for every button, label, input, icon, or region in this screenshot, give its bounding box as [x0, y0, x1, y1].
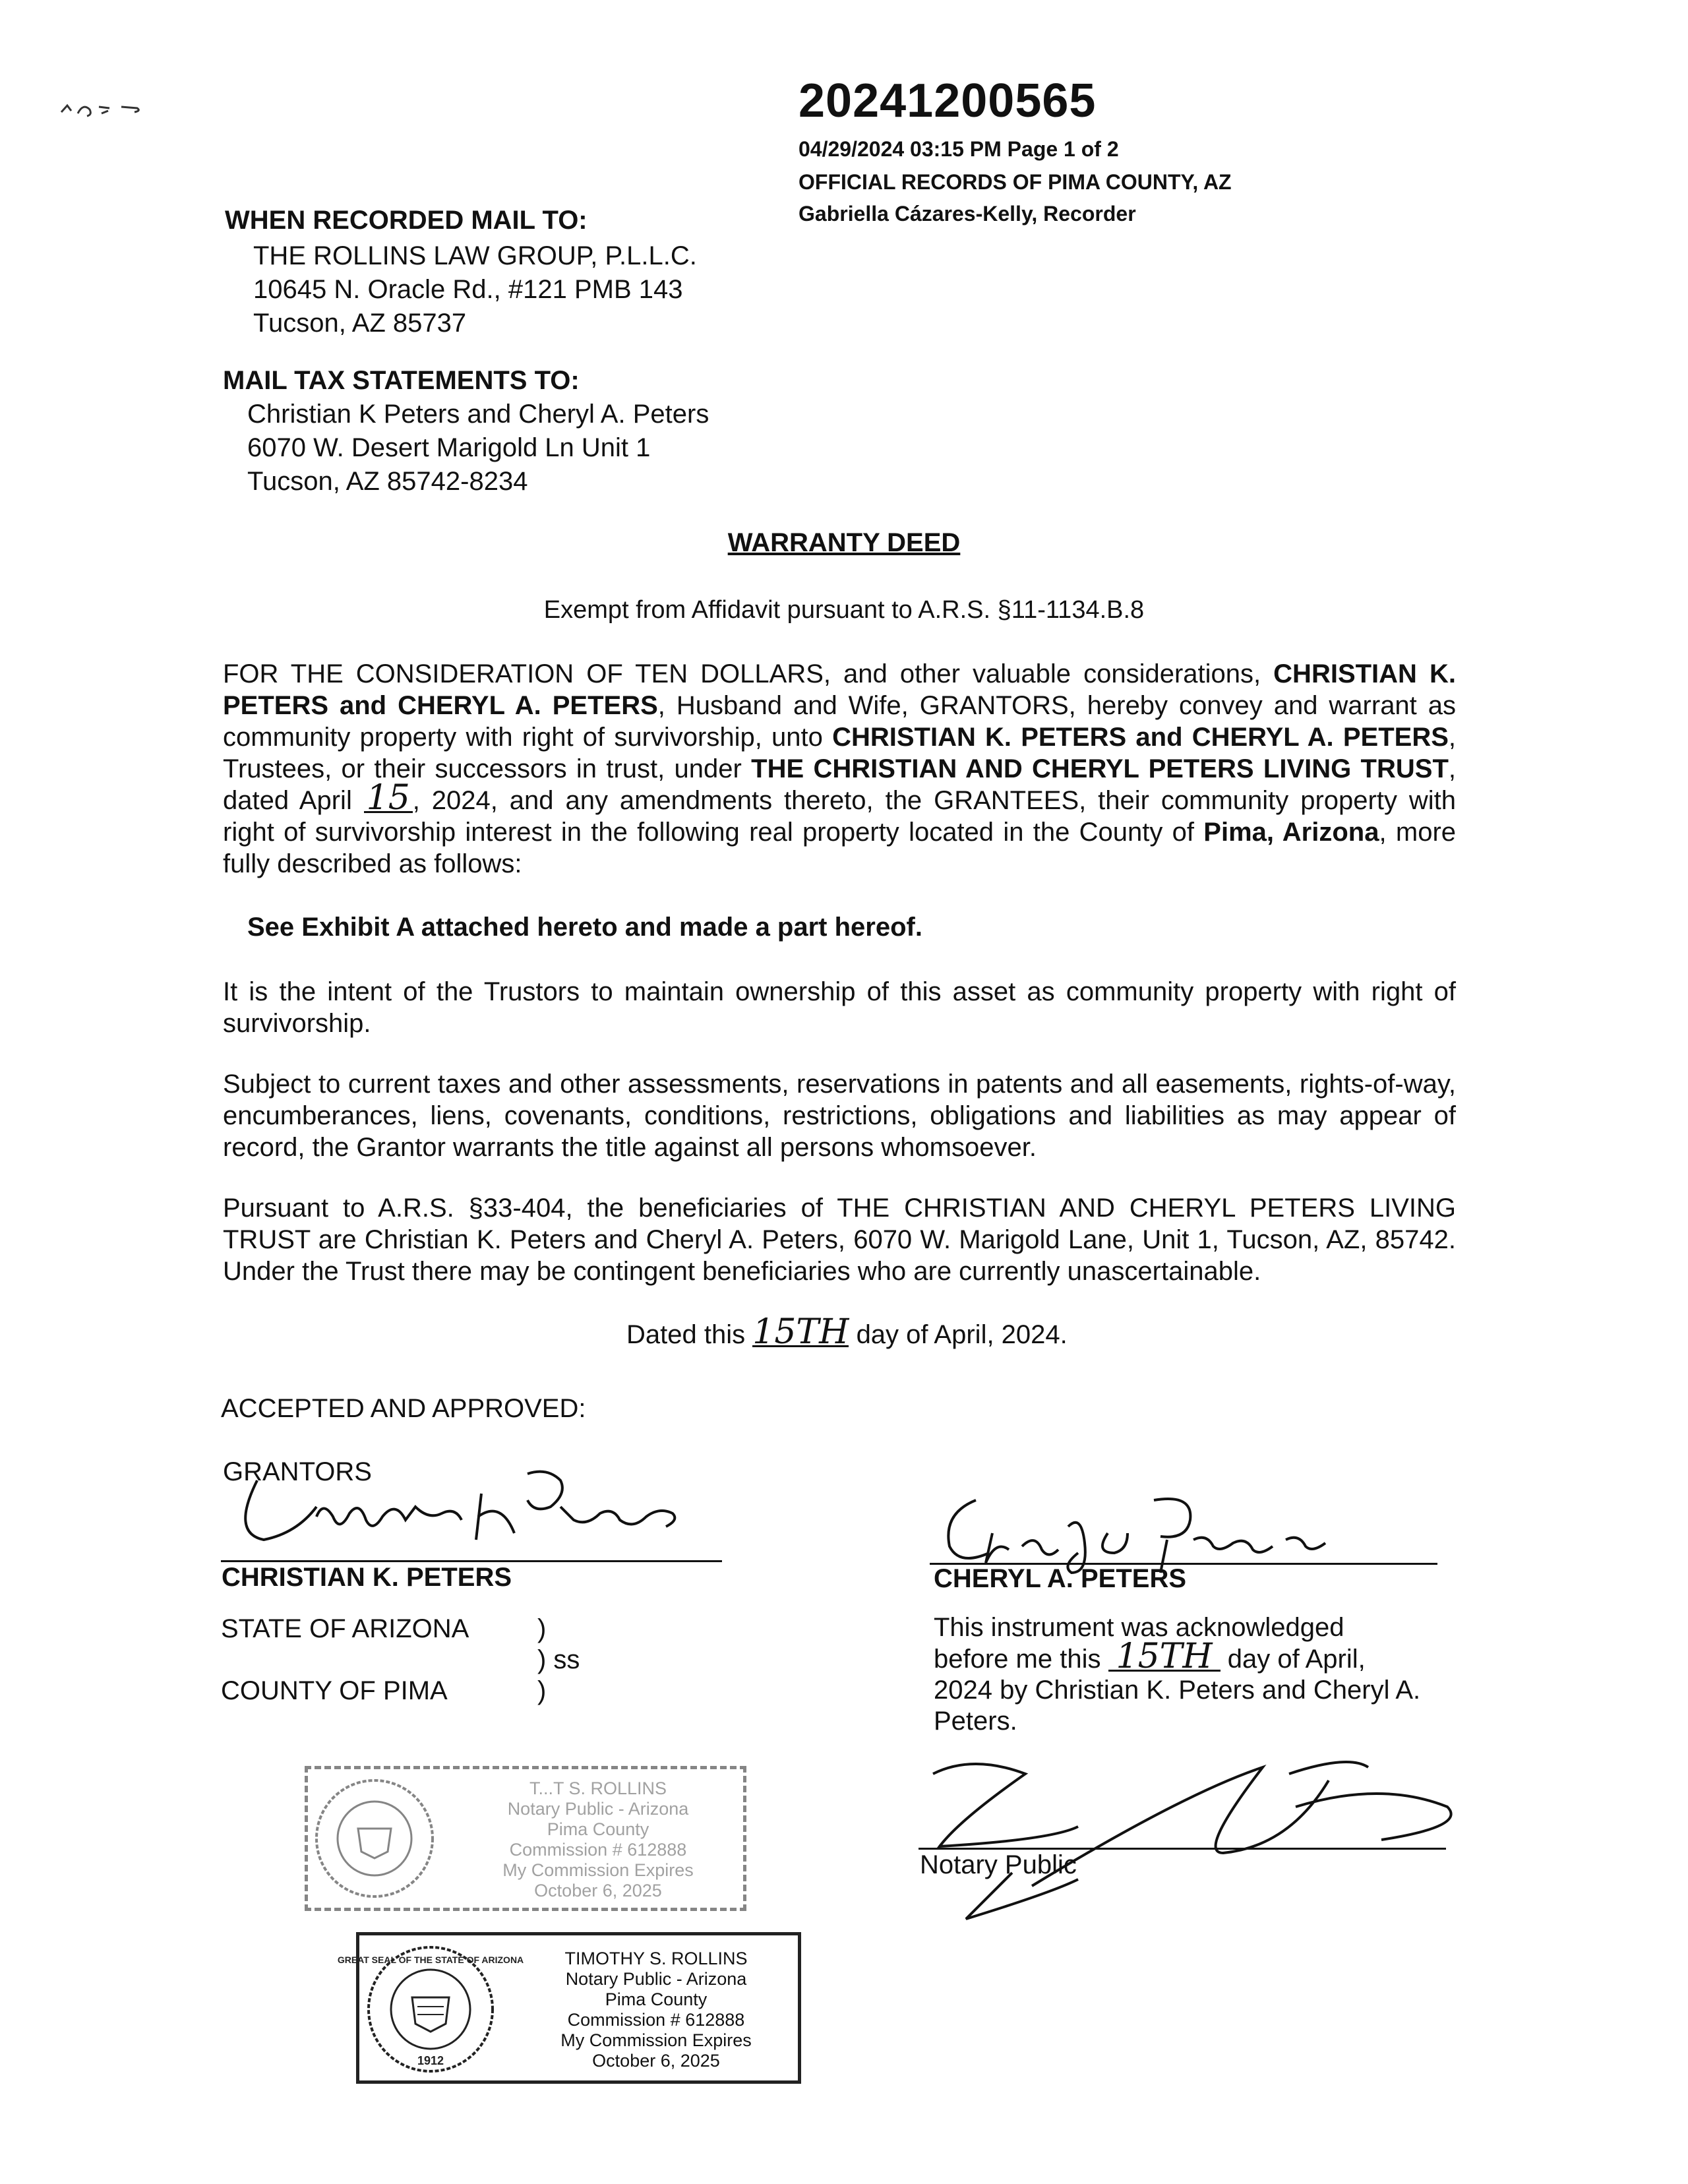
stamp-faded-text: [466, 1778, 730, 1901]
dated-line: [626, 1312, 1068, 1352]
exhibit-reference: See Exhibit A attached hereto and made a part hereof.: [247, 913, 922, 942]
venue-bracket: ): [537, 1614, 547, 1643]
address-line: 10645 N. Oracle Rd., #121 PMB 143: [253, 275, 683, 304]
address-line: THE ROLLINS LAW GROUP, P.L.L.C.: [253, 241, 697, 270]
address-line: Tucson, AZ 85737: [253, 309, 467, 338]
recording-number: 20241200565: [799, 75, 1097, 127]
handwritten-day: 15: [364, 785, 413, 813]
venue-county: COUNTY OF PIMA: [221, 1676, 448, 1705]
recorder-name: Gabriella Cázares-Kelly, Recorder: [799, 202, 1136, 226]
ack-text: before me this: [934, 1645, 1101, 1674]
stamp-line: October 6, 2025: [592, 2051, 720, 2071]
venue-state: STATE OF ARIZONA: [221, 1614, 469, 1643]
conveyance-text: FOR THE CONSIDERATION OF TEN DOLLARS, and other valuable considerations,: [223, 659, 1274, 688]
grantors-label: GRANTORS: [223, 1457, 372, 1486]
grantees-names: CHRISTIAN K. PETERS and CHERYL A. PETERS: [832, 723, 1449, 752]
accepted-label: ACCEPTED AND APPROVED:: [221, 1394, 586, 1423]
tax-to-heading: MAIL TAX STATEMENTS TO:: [223, 366, 580, 395]
subject-to-paragraph: Subject to current taxes and other assessments, reservations in patents and all easements, rights-of-way, encumberances, liens, covenants, conditions, restrictions, obligations and liabilities as may appear of record, the Grantor warrants the title against all persons whomsoever.: [223, 1070, 1456, 1162]
scribble-icon: [58, 94, 164, 120]
conveyance-text: , Husband and Wife, GRANTORS, hereby convey and warrant as community property with right of survivorship, unto: [223, 691, 1457, 752]
signature-line: [221, 1560, 722, 1562]
trust-name: THE CHRISTIAN AND CHERYL PETERS LIVING TRUST: [751, 754, 1449, 783]
stamp-line: T...T S. ROLLINS: [529, 1778, 667, 1798]
conveyance-paragraph: [223, 658, 1456, 880]
state-seal-icon: [312, 1776, 437, 1901]
signer-name-christian: CHRISTIAN K. PETERS: [222, 1563, 512, 1592]
notary-stamp: [337, 1932, 801, 2084]
stamp-line: Pima County: [605, 1989, 708, 2009]
state-seal-icon: [337, 1943, 524, 2075]
seal-year: 1912: [417, 2054, 444, 2067]
address-line: 6070 W. Desert Marigold Ln Unit 1: [247, 433, 651, 462]
grantors-names: CHRISTIAN K. PETERS and CHERYL A. PETERS: [223, 659, 1456, 720]
stamp-line: October 6, 2025: [534, 1881, 662, 1900]
conveyance-text: , more fully described as follows:: [223, 818, 1457, 878]
county-name: Pima, Arizona: [1203, 818, 1379, 847]
acknowledgment-text: [934, 1612, 1420, 1737]
address-line: Tucson, AZ 85742-8234: [247, 467, 528, 496]
stamp-line: Pima County: [547, 1819, 649, 1839]
ack-line: [934, 1637, 1420, 1676]
tax-to-address: [247, 398, 709, 499]
ack-line: 2024 by Christian K. Peters and Cheryl A.: [934, 1676, 1421, 1705]
venue-ss: ) ss: [537, 1645, 580, 1674]
dated-prefix: Dated this: [626, 1320, 746, 1349]
beneficiaries-paragraph: Pursuant to A.R.S. §33-404, the beneficiaries of THE CHRISTIAN AND CHERYL PETERS LIVING TRUST are Christian K. Peters and Cheryl A. Peters, 6070 W. Marigold Lane, Unit 1, Tucson, AZ, 85742. Under the Trust there may be contingent beneficiaries who are currently unascertainable.: [223, 1194, 1456, 1286]
stamp-line: TIMOTHY S. ROLLINS: [564, 1949, 748, 1968]
mail-to-heading: WHEN RECORDED MAIL TO:: [225, 206, 588, 235]
stray-marks: [58, 94, 164, 120]
handwritten-day: 15TH: [1108, 1643, 1221, 1672]
stamp-line: My Commission Expires: [560, 2030, 752, 2050]
intent-paragraph: It is the intent of the Trustors to maintain ownership of this asset as community property with right of survivorship.: [223, 977, 1456, 1038]
conveyance-text: , dated April: [223, 754, 1457, 815]
stamp-text: [524, 1949, 788, 2071]
conveyance-text: , 2024, and any amendments thereto, the GRANTEES, their community property with right of survivorship interest in the following real property located in the County of: [223, 786, 1456, 847]
notary-signature: [920, 1741, 1480, 1939]
signer-name-cheryl: CHERYL A. PETERS: [934, 1564, 1187, 1593]
dated-suffix: day of April, 2024.: [856, 1320, 1068, 1349]
stamp-line: My Commission Expires: [502, 1860, 694, 1880]
signature-line: [919, 1848, 1446, 1850]
seal-text: GREAT SEAL OF THE STATE OF ARIZONA: [337, 1955, 524, 1965]
stamp-line: Commission # 612888: [509, 1840, 687, 1860]
recording-office: OFFICIAL RECORDS OF PIMA COUNTY, AZ: [799, 170, 1232, 194]
stamp-line: Notary Public - Arizona: [565, 1969, 747, 1989]
mail-to-address: [253, 239, 697, 340]
ack-line: Peters.: [934, 1707, 1017, 1736]
document-title: WARRANTY DEED: [727, 528, 961, 557]
stamp-line: Commission # 612888: [567, 2010, 745, 2030]
exempt-notice: Exempt from Affidavit pursuant to A.R.S. §11-1134.B.8: [543, 596, 1145, 624]
conveyance-text: , Trustees, or their successors in trust, under: [223, 723, 1457, 783]
ack-line: This instrument was acknowledged: [934, 1613, 1344, 1642]
stamp-line: Notary Public - Arizona: [507, 1799, 689, 1819]
recording-datetime: 04/29/2024 03:15 PM Page 1 of 2: [799, 137, 1119, 161]
signature-christian: [218, 1454, 732, 1553]
address-line: Christian K Peters and Cheryl A. Peters: [247, 400, 709, 429]
handwritten-day: 15TH: [752, 1312, 849, 1352]
ack-text: day of April,: [1227, 1645, 1366, 1674]
notary-stamp-faded: [305, 1766, 746, 1911]
notary-label: Notary Public: [920, 1850, 1077, 1879]
venue-bracket: ): [537, 1676, 547, 1705]
